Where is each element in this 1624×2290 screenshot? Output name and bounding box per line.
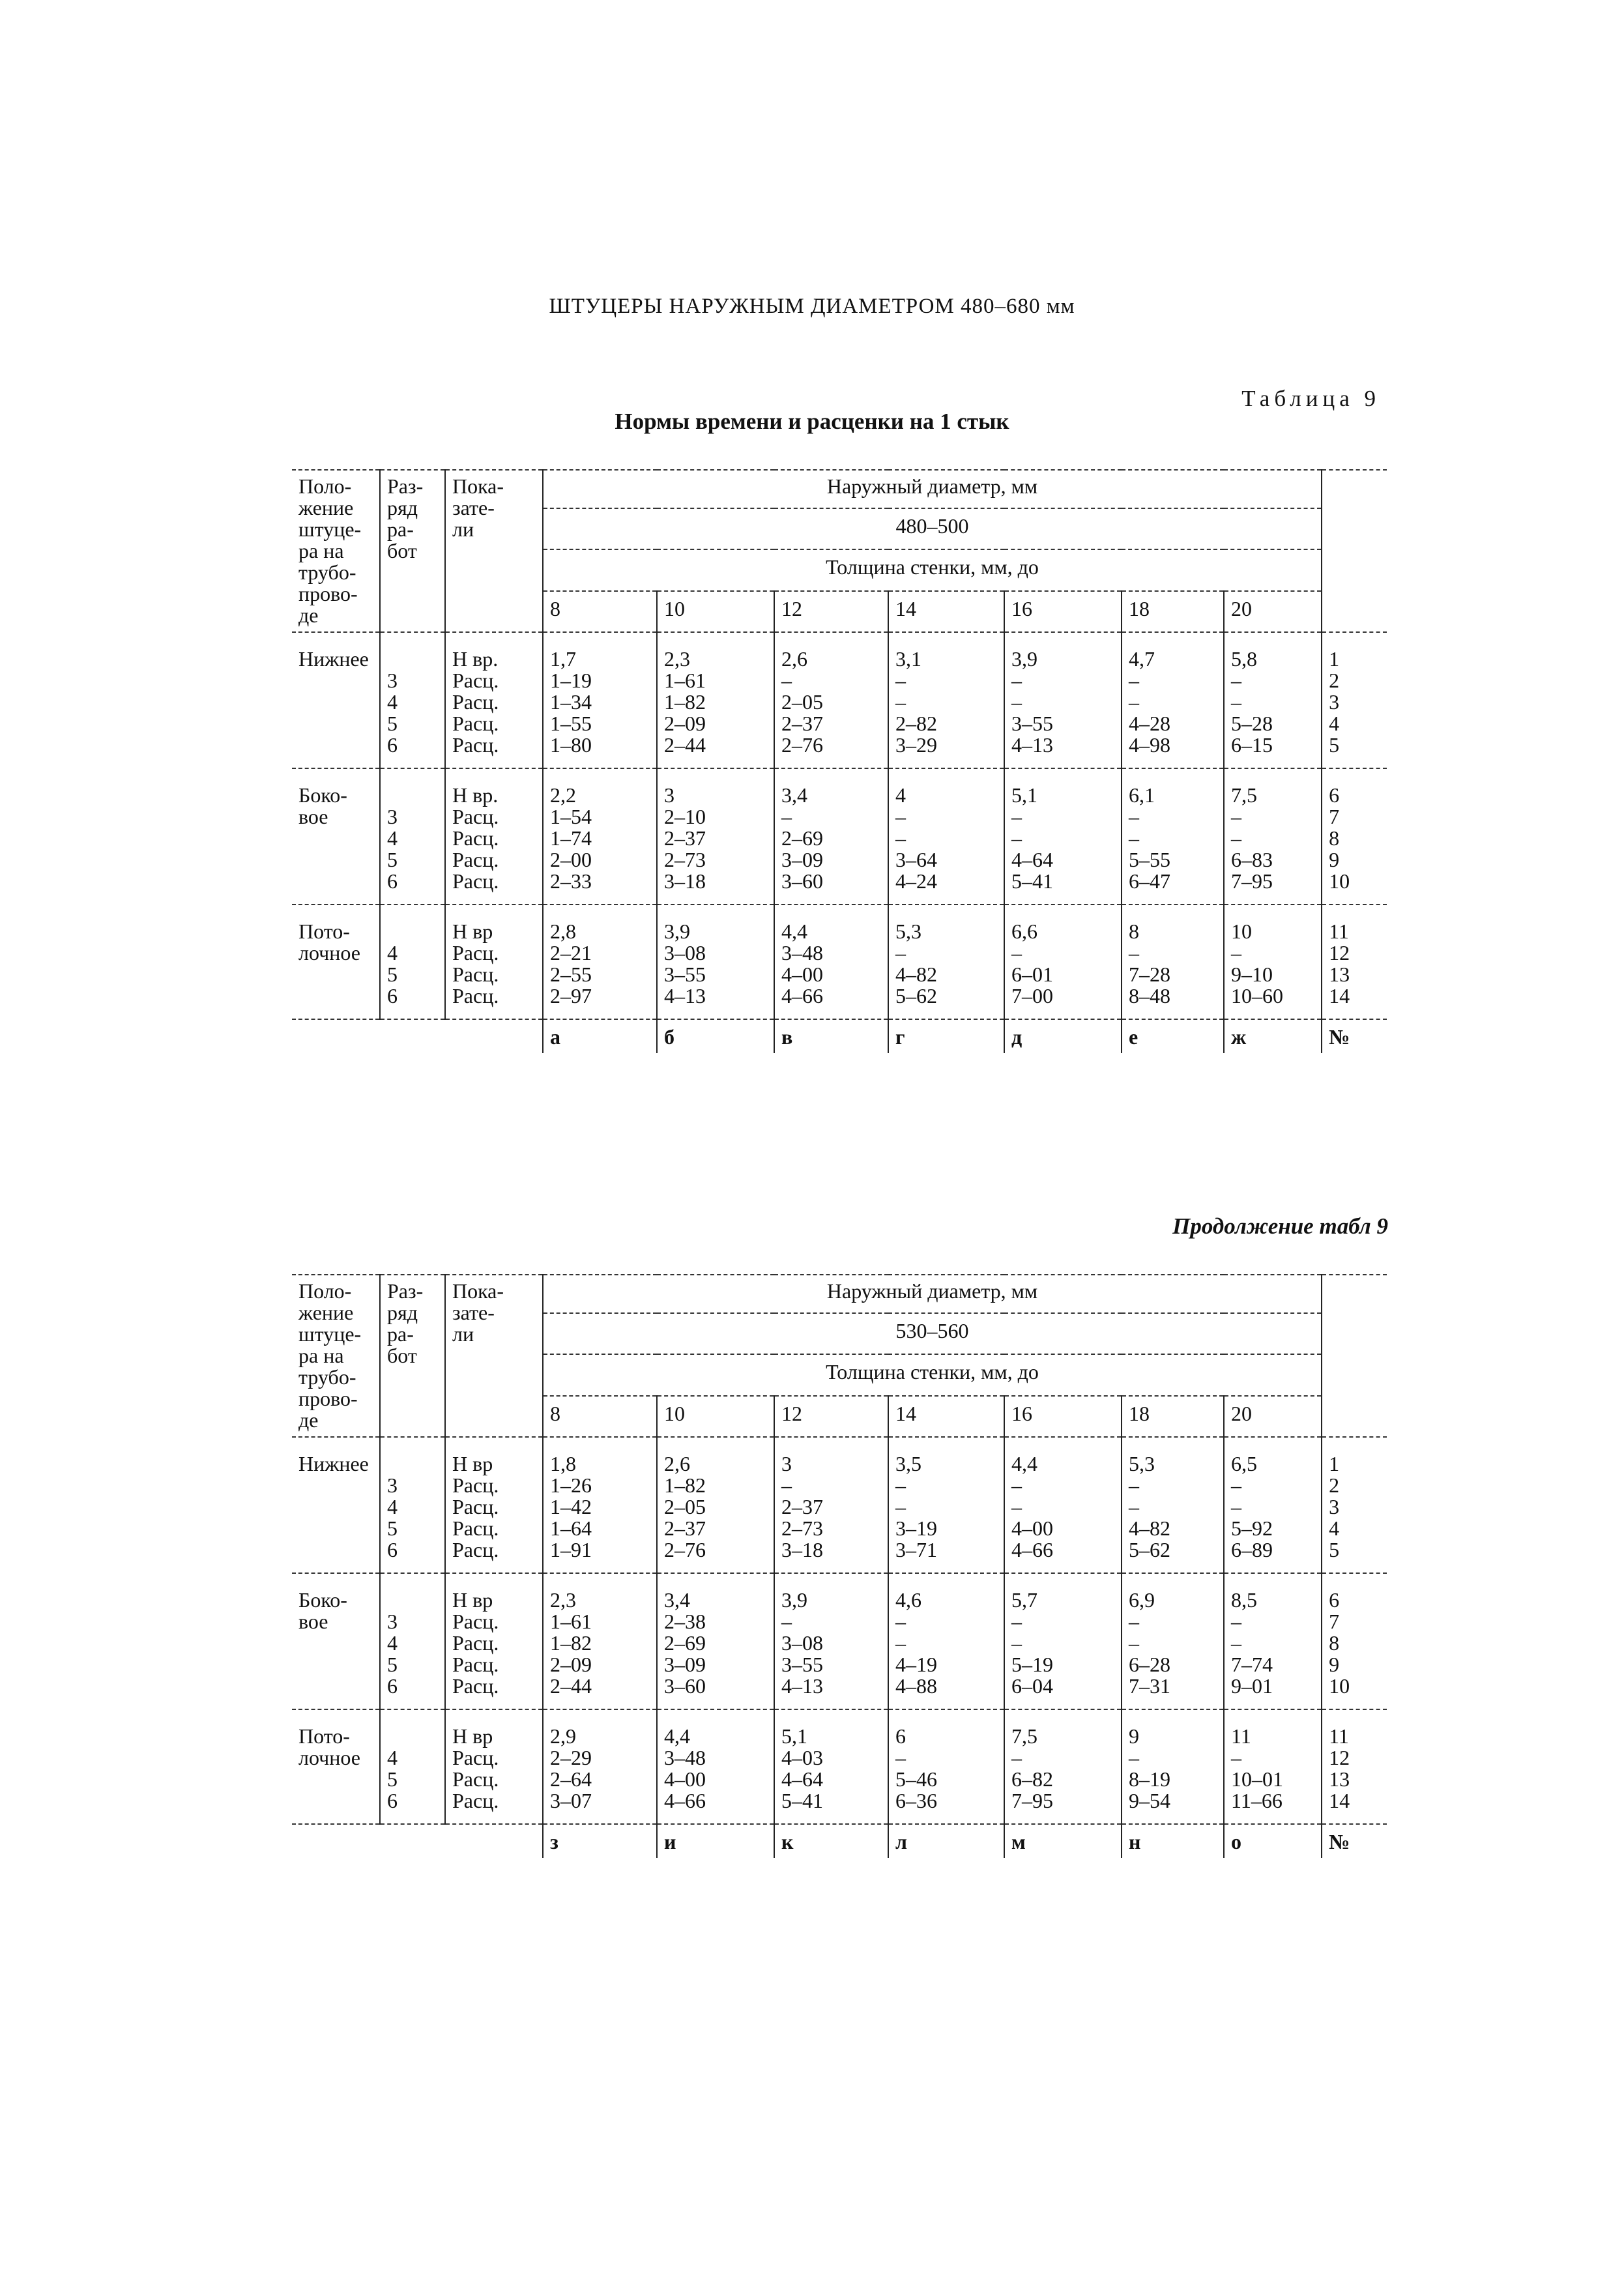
value-cell: 2,3 1–61 1–82 2–09 2–44 — [657, 632, 774, 768]
value-cell: 3,9 3–08 3–55 4–13 — [657, 905, 774, 1019]
row-numbers: 11 12 13 14 — [1322, 905, 1387, 1019]
value-cell: 3 2–10 2–37 2–73 3–18 — [657, 768, 774, 905]
group-grades: 4 5 6 — [380, 905, 445, 1019]
value-cell: 3,4 2–38 2–69 3–09 3–60 — [657, 1573, 774, 1709]
value-cell: 4,4 3–48 4–00 4–66 — [774, 905, 888, 1019]
header-wall-thickness: Толщина стенки, мм, до — [543, 549, 1322, 590]
footer-letter: а — [543, 1019, 657, 1053]
value-cell: 6,5 – – 5–92 6–89 — [1224, 1437, 1322, 1573]
footer-letter: г — [888, 1019, 1004, 1053]
footer-letter: з — [543, 1824, 657, 1858]
thickness-12: 12 — [774, 1396, 888, 1437]
group-position: Пото- лочное — [292, 1709, 380, 1824]
value-cell: 5,8 – – 5–28 6–15 — [1224, 632, 1322, 768]
header-diameter-range: 530–560 — [543, 1313, 1322, 1354]
table-caption: Нормы времени и расценки на 1 стык — [615, 409, 1009, 434]
group-indicators: Н вр Расц. Расц. Расц. — [445, 905, 543, 1019]
value-cell: 9 – 8–19 9–54 — [1122, 1709, 1224, 1824]
row-numbers: 1 2 3 4 5 — [1322, 1437, 1387, 1573]
value-cell: 2,9 2–29 2–64 3–07 — [543, 1709, 657, 1824]
group-row — [292, 632, 1387, 768]
norms-table-480-500 — [292, 469, 1387, 1053]
thickness-8: 8 — [543, 1396, 657, 1437]
thickness-10: 10 — [657, 1396, 774, 1437]
group-grades: 3 4 5 6 — [380, 768, 445, 905]
group-indicators: Н вр. Расц. Расц. Расц. Расц. — [445, 768, 543, 905]
row-numbers: 11 12 13 14 — [1322, 1709, 1387, 1824]
group-position: Пото- лочное — [292, 905, 380, 1019]
footer-letter: ж — [1224, 1019, 1322, 1053]
value-cell: 2,3 1–61 1–82 2–09 2–44 — [543, 1573, 657, 1709]
group-row — [292, 1709, 1387, 1824]
footer-no: № — [1322, 1019, 1387, 1053]
thickness-10: 10 — [657, 591, 774, 632]
group-row — [292, 905, 1387, 1019]
group-indicators: Н вр. Расц. Расц. Расц. Расц. — [445, 632, 543, 768]
value-cell: 3,9 – 3–08 3–55 4–13 — [774, 1573, 888, 1709]
thickness-20: 20 — [1224, 1396, 1322, 1437]
value-cell: 2,6 – 2–05 2–37 2–76 — [774, 632, 888, 768]
header-outer-diameter: Наружный диаметр, мм — [543, 470, 1322, 508]
footer-letter: и — [657, 1824, 774, 1858]
value-cell: 11 – 10–01 11–66 — [1224, 1709, 1322, 1824]
thickness-14: 14 — [888, 1396, 1004, 1437]
value-cell: 2,6 1–82 2–05 2–37 2–76 — [657, 1437, 774, 1573]
table-label: Таблица 9 — [1241, 386, 1380, 411]
row-numbers: 6 7 8 9 10 — [1322, 768, 1387, 905]
value-cell: 1,8 1–26 1–42 1–64 1–91 — [543, 1437, 657, 1573]
continuation-label: Продолжение табл 9 — [1172, 1213, 1388, 1239]
footer-letter: е — [1122, 1019, 1224, 1053]
footer-letter: к — [774, 1824, 888, 1858]
value-cell: 3,5 – – 3–19 3–71 — [888, 1437, 1004, 1573]
header-indicator: Пока- зате- ли — [445, 470, 543, 632]
value-cell: 6,6 – 6–01 7–00 — [1004, 905, 1122, 1019]
header-position: Поло- жение штуце- ра на трубо- прово- де — [292, 470, 380, 632]
value-cell: 3,4 – 2–69 3–09 3–60 — [774, 768, 888, 905]
group-indicators: Н вр Расц. Расц. Расц. — [445, 1709, 543, 1824]
value-cell: 6,9 – – 6–28 7–31 — [1122, 1573, 1224, 1709]
group-indicators: Н вр Расц. Расц. Расц. Расц. — [445, 1573, 543, 1709]
header-outer-diameter: Наружный диаметр, мм — [543, 1275, 1322, 1313]
footer-letter: в — [774, 1019, 888, 1053]
value-cell: 5,1 4–03 4–64 5–41 — [774, 1709, 888, 1824]
header-grade: Раз- ряд ра- бот — [380, 1275, 445, 1437]
footer-row — [292, 1824, 1387, 1858]
thickness-12: 12 — [774, 591, 888, 632]
footer-no: № — [1322, 1824, 1387, 1858]
value-cell: 4 – – 3–64 4–24 — [888, 768, 1004, 905]
header-grade: Раз- ряд ра- бот — [380, 470, 445, 632]
group-grades: 3 4 5 6 — [380, 632, 445, 768]
group-grades: 4 5 6 — [380, 1709, 445, 1824]
value-cell: 1,7 1–19 1–34 1–55 1–80 — [543, 632, 657, 768]
value-cell: 3,1 – – 2–82 3–29 — [888, 632, 1004, 768]
group-row — [292, 1573, 1387, 1709]
row-numbers: 6 7 8 9 10 — [1322, 1573, 1387, 1709]
group-row — [292, 768, 1387, 905]
footer-letter: л — [888, 1824, 1004, 1858]
value-cell: 8,5 – – 7–74 9–01 — [1224, 1573, 1322, 1709]
thickness-8: 8 — [543, 591, 657, 632]
value-cell: 5,1 – – 4–64 5–41 — [1004, 768, 1122, 905]
thickness-16: 16 — [1004, 1396, 1122, 1437]
value-cell: 7,5 – 6–82 7–95 — [1004, 1709, 1122, 1824]
value-cell: 5,3 – 4–82 5–62 — [888, 905, 1004, 1019]
value-cell: 10 – 9–10 10–60 — [1224, 905, 1322, 1019]
group-row — [292, 1437, 1387, 1573]
row-numbers: 1 2 3 4 5 — [1322, 632, 1387, 768]
group-grades: 3 4 5 6 — [380, 1573, 445, 1709]
footer-letter: м — [1004, 1824, 1122, 1858]
header-wall-thickness: Толщина стенки, мм, до — [543, 1354, 1322, 1395]
page-title: ШТУЦЕРЫ НАРУЖНЫМ ДИАМЕТРОМ 480–680 мм — [549, 295, 1075, 318]
value-cell: 4,4 – – 4–00 4–66 — [1004, 1437, 1122, 1573]
value-cell: 5,3 – – 4–82 5–62 — [1122, 1437, 1224, 1573]
thickness-16: 16 — [1004, 591, 1122, 632]
thickness-20: 20 — [1224, 591, 1322, 632]
value-cell: 4,6 – – 4–19 4–88 — [888, 1573, 1004, 1709]
group-grades: 3 4 5 6 — [380, 1437, 445, 1573]
header-position: Поло- жение штуце- ра на трубо- прово- де — [292, 1275, 380, 1437]
value-cell: 6 – 5–46 6–36 — [888, 1709, 1004, 1824]
footer-letter: д — [1004, 1019, 1122, 1053]
thickness-18: 18 — [1122, 591, 1224, 632]
header-diameter-range: 480–500 — [543, 508, 1322, 549]
group-position: Нижнее — [292, 632, 380, 768]
value-cell: 2,2 1–54 1–74 2–00 2–33 — [543, 768, 657, 905]
value-cell: 3 – 2–37 2–73 3–18 — [774, 1437, 888, 1573]
value-cell: 2,8 2–21 2–55 2–97 — [543, 905, 657, 1019]
value-cell: 5,7 – – 5–19 6–04 — [1004, 1573, 1122, 1709]
norms-table-530-560 — [292, 1274, 1387, 1858]
group-position: Нижнее — [292, 1437, 380, 1573]
value-cell: 7,5 – – 6–83 7–95 — [1224, 768, 1322, 905]
footer-letter: н — [1122, 1824, 1224, 1858]
group-position: Боко- вое — [292, 768, 380, 905]
value-cell: 8 – 7–28 8–48 — [1122, 905, 1224, 1019]
thickness-18: 18 — [1122, 1396, 1224, 1437]
group-indicators: Н вр Расц. Расц. Расц. Расц. — [445, 1437, 543, 1573]
footer-letter: б — [657, 1019, 774, 1053]
value-cell: 6,1 – – 5–55 6–47 — [1122, 768, 1224, 905]
value-cell: 3,9 – – 3–55 4–13 — [1004, 632, 1122, 768]
footer-row — [292, 1019, 1387, 1053]
value-cell: 4,4 3–48 4–00 4–66 — [657, 1709, 774, 1824]
footer-letter: о — [1224, 1824, 1322, 1858]
value-cell: 4,7 – – 4–28 4–98 — [1122, 632, 1224, 768]
thickness-14: 14 — [888, 591, 1004, 632]
header-indicator: Пока- зате- ли — [445, 1275, 543, 1437]
group-position: Боко- вое — [292, 1573, 380, 1709]
